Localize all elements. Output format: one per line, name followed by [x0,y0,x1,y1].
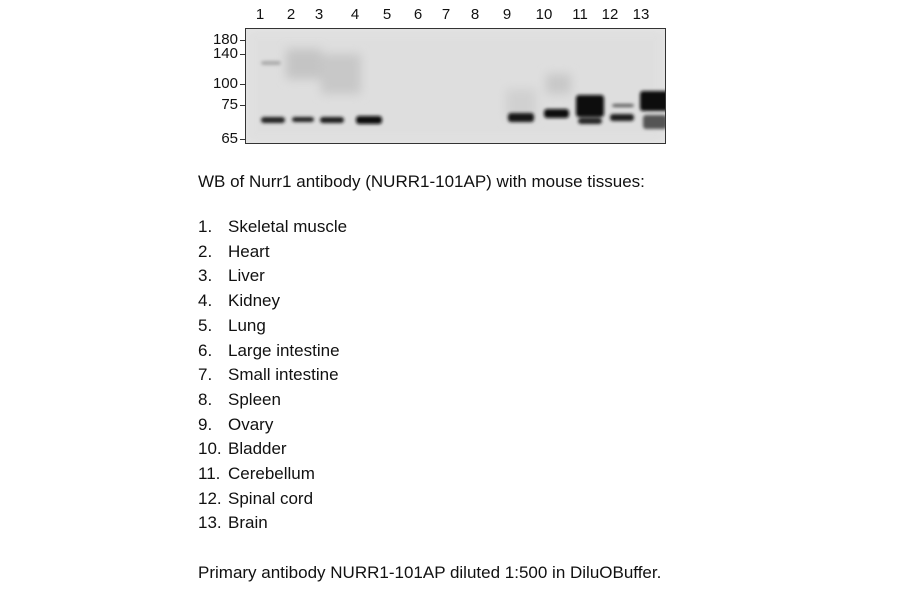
lane-label: 6 [413,6,423,23]
western-blot-image [245,28,666,144]
background-smear [286,49,321,79]
background-smear [546,74,571,94]
lane-label: 7 [441,6,451,23]
item-number: 5. [198,315,213,335]
protein-band [610,114,634,121]
protein-band [508,113,534,122]
mw-marker-label: 65 [221,130,238,147]
item-number: 8. [198,389,213,409]
protein-band [578,118,602,124]
protein-band [292,117,314,122]
tissue-list-item [198,365,339,385]
protein-band [643,115,665,129]
item-number: 13. [198,513,222,533]
tissue-name: Spleen [228,389,281,409]
tissue-name: Small intestine [228,365,339,385]
background-smear [321,54,361,94]
item-number: 11. [198,464,221,483]
tissue-list-item [198,217,347,237]
item-number: 2. [198,241,213,261]
tissue-list-item [198,341,340,361]
lane-label: 12 [601,6,619,23]
tissue-name: Large intestine [228,340,340,360]
lane-label: 1 [255,6,265,23]
item-number: 10. [198,439,222,459]
mw-marker-label: 100 [212,75,238,92]
tissue-list-item [198,316,266,336]
tissue-name: Liver [228,266,265,286]
figure-caption: WB of Nurr1 antibody (NURR1-101AP) with mouse tissues: [198,172,645,191]
mw-marker-label: 180 [212,31,238,48]
tissue-list-item [198,266,265,286]
footer-note: Primary antibody NURR1-101AP diluted 1:500 in DiluOBuffer. [198,563,662,582]
tissue-list-item [198,291,280,311]
lane-label: 9 [502,6,512,23]
lane-label: 8 [470,6,480,23]
item-number: 9. [198,414,213,434]
tissue-name: Skeletal muscle [228,217,348,236]
item-number: 1. [198,217,213,236]
tissue-name: Ovary [228,414,274,434]
lane-label: 13 [632,6,650,23]
lane-label: 10 [535,6,553,23]
protein-band [544,109,569,118]
tissue-list-item [198,489,313,509]
tissue-name: Kidney [228,291,280,311]
item-number: 4. [198,291,213,311]
tissue-name: Lung [228,315,266,335]
tissue-name: Spinal cord [228,488,314,508]
mw-marker-label: 75 [221,96,238,113]
protein-band [640,91,665,111]
protein-band [261,61,281,65]
tissue-list-item [198,415,273,435]
item-number: 6. [198,340,213,360]
item-number: 3. [198,266,213,286]
tissue-list-item [198,390,281,410]
tissue-name: Heart [228,241,270,261]
lane-label: 5 [382,6,392,23]
lane-label: 4 [350,6,360,23]
lane-label: 2 [286,6,296,23]
tissue-name: Cerebellum [228,464,315,483]
tissue-list-item [198,464,315,484]
item-number: 12. [198,488,222,508]
item-number: 7. [198,365,213,385]
protein-band [576,95,604,117]
protein-band [356,116,382,124]
tissue-list-item [198,242,270,262]
tissue-list-item [198,513,268,533]
protein-band [320,117,344,123]
protein-band [612,104,634,107]
tissue-name: Bladder [228,439,287,459]
tissue-list-item [198,439,287,459]
mw-marker-label: 140 [212,45,238,62]
lane-label: 3 [314,6,324,23]
tissue-name: Brain [228,513,268,533]
protein-band [261,117,285,123]
lane-label: 11 [572,6,588,23]
